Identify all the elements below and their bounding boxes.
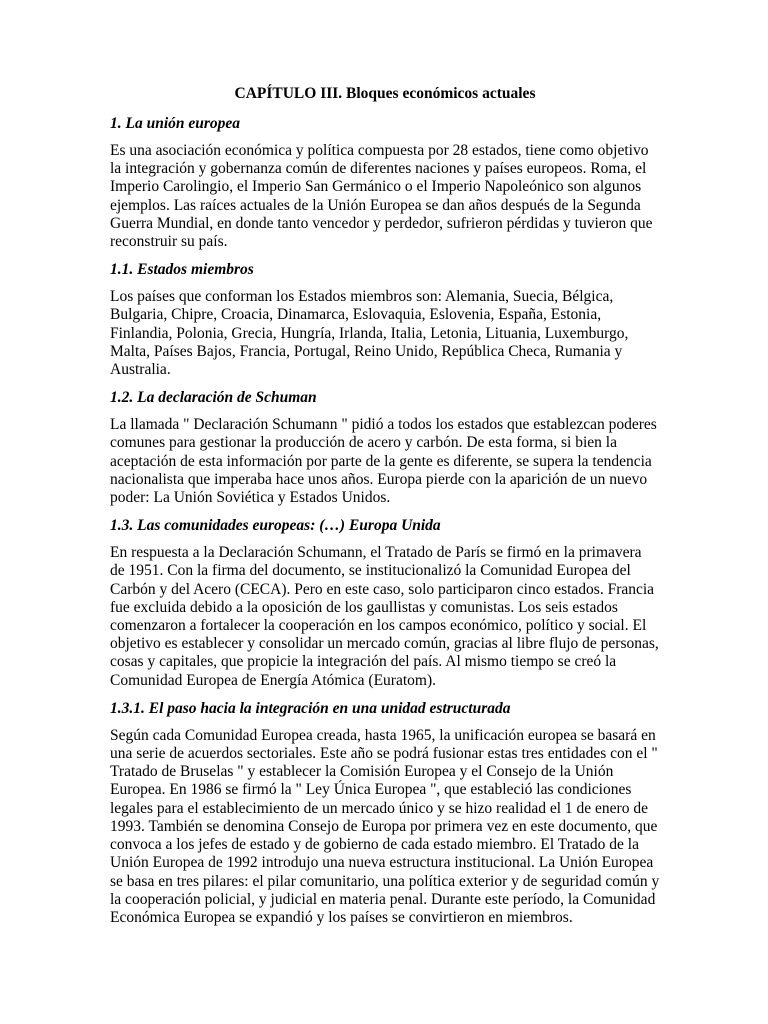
section-paragraph-declaracion-schuman: La llamada " Declaración Schumann " pidió a todos los estados que establezcan poderes comunes para gestionar la producción de acero y carbón. De esta forma, si bien la aceptación de esta información por parte de la gente es diferente, se supera la tendencia nacionalista que imperaba hace unos años. Europa pierde con la aparición de un nuevo poder: La Unión Soviética y Estados Unidos. <box>110 416 657 507</box>
section-heading-union-europea: 1. La unión europea <box>110 115 241 132</box>
section-paragraph-estados-miembros: Los países que conforman los Estados miembros son: Alemania, Suecia, Bélgica, Bulgaria, Chipre, Croacia, Dinamarca, Eslovaquia, Eslovenia, España, Estonia, Finlandia, Polonia, Grecia, Hungría, Irlanda, Italia, Letonia, Lituania, Luxemburgo, Malta, Países Bajos, Francia, Portugal, Reino Unido, República Checa, Rumania y Australia. <box>110 288 629 379</box>
section-paragraph-comunidades-europeas: En respuesta a la Declaración Schumann, el Tratado de París se firmó en la primavera de 1951. Con la firma del documento, se institucionalizó la Comunidad Europea del Carbón y del Acero (CECA). Pero en este caso, solo participaron cinco estados. Francia fue excluida debido a la oposición de los gaullistas y comunistas. Los seis estados comenzaron a fortalecer la cooperación en los campos económico, político y social. El objetivo es establecer y consolidar un mercado común, gracias al libre flujo de personas, cosas y capitales, que propicie la integración del país. Al mismo tiempo se creó la Comunidad Europea de Energía Atómica (Euratom). <box>110 544 659 689</box>
section-paragraph-paso-integracion: Según cada Comunidad Europea creada, hasta 1965, la unificación europea se basará en una serie de acuerdos sectoriales. Este año se podrá fusionar estas tres entidades con el " Tratado de Bruselas " y establecer la Comisión Europea y el Consejo de la Unión Europea. En 1986 se firmó la " Ley Única Europea ", que estableció las condiciones legales para el establecimiento de un mercado único y se hizo realidad el 1 de enero de 1993. También se denomina Consejo de Europa por primera vez en este documento, que convoca a los jefes de estado y de gobierno de cada estado miembro. El Tratado de la Unión Europea de 1992 introdujo una nueva estructura institucional. La Unión Europea se basa en tres pilares: el pilar comunitario, una política exterior y de seguridad común y la cooperación policial, y judicial en materia penal. Durante este período, la Comunidad Económica Europea se expandió y los países se convirtieron en miembros. <box>110 726 660 926</box>
section-heading-estados-miembros: 1.1. Estados miembros <box>110 261 254 279</box>
document-page <box>110 84 660 936</box>
section-heading-paso-integracion: 1.3.1. El paso hacia la integración en una unidad estructurada <box>110 699 511 717</box>
section-heading-comunidades-europeas: 1.3. Las comunidades europeas: (…) Europa Unida <box>110 517 441 535</box>
chapter-title: CAPÍTULO III. Bloques económicos actuales <box>234 85 536 102</box>
section-heading-declaracion-schuman: 1.2. La declaración de Schuman <box>110 389 317 407</box>
section-paragraph-union-europea: Es una asociación económica y política compuesta por 28 estados, tiene como objetivo la integración y gobernanza común de diferentes naciones y países europeos. Roma, el Imperio Carolingio, el Imperio San Germánico o el Imperio Napoleónico son algunos ejemplos. Las raíces actuales de la Unión Europea se dan años después de la Segunda Guerra Mundial, en donde tanto vencedor y perdedor, sufrieron pérdidas y tuvieron que reconstruir su país. <box>110 142 653 251</box>
